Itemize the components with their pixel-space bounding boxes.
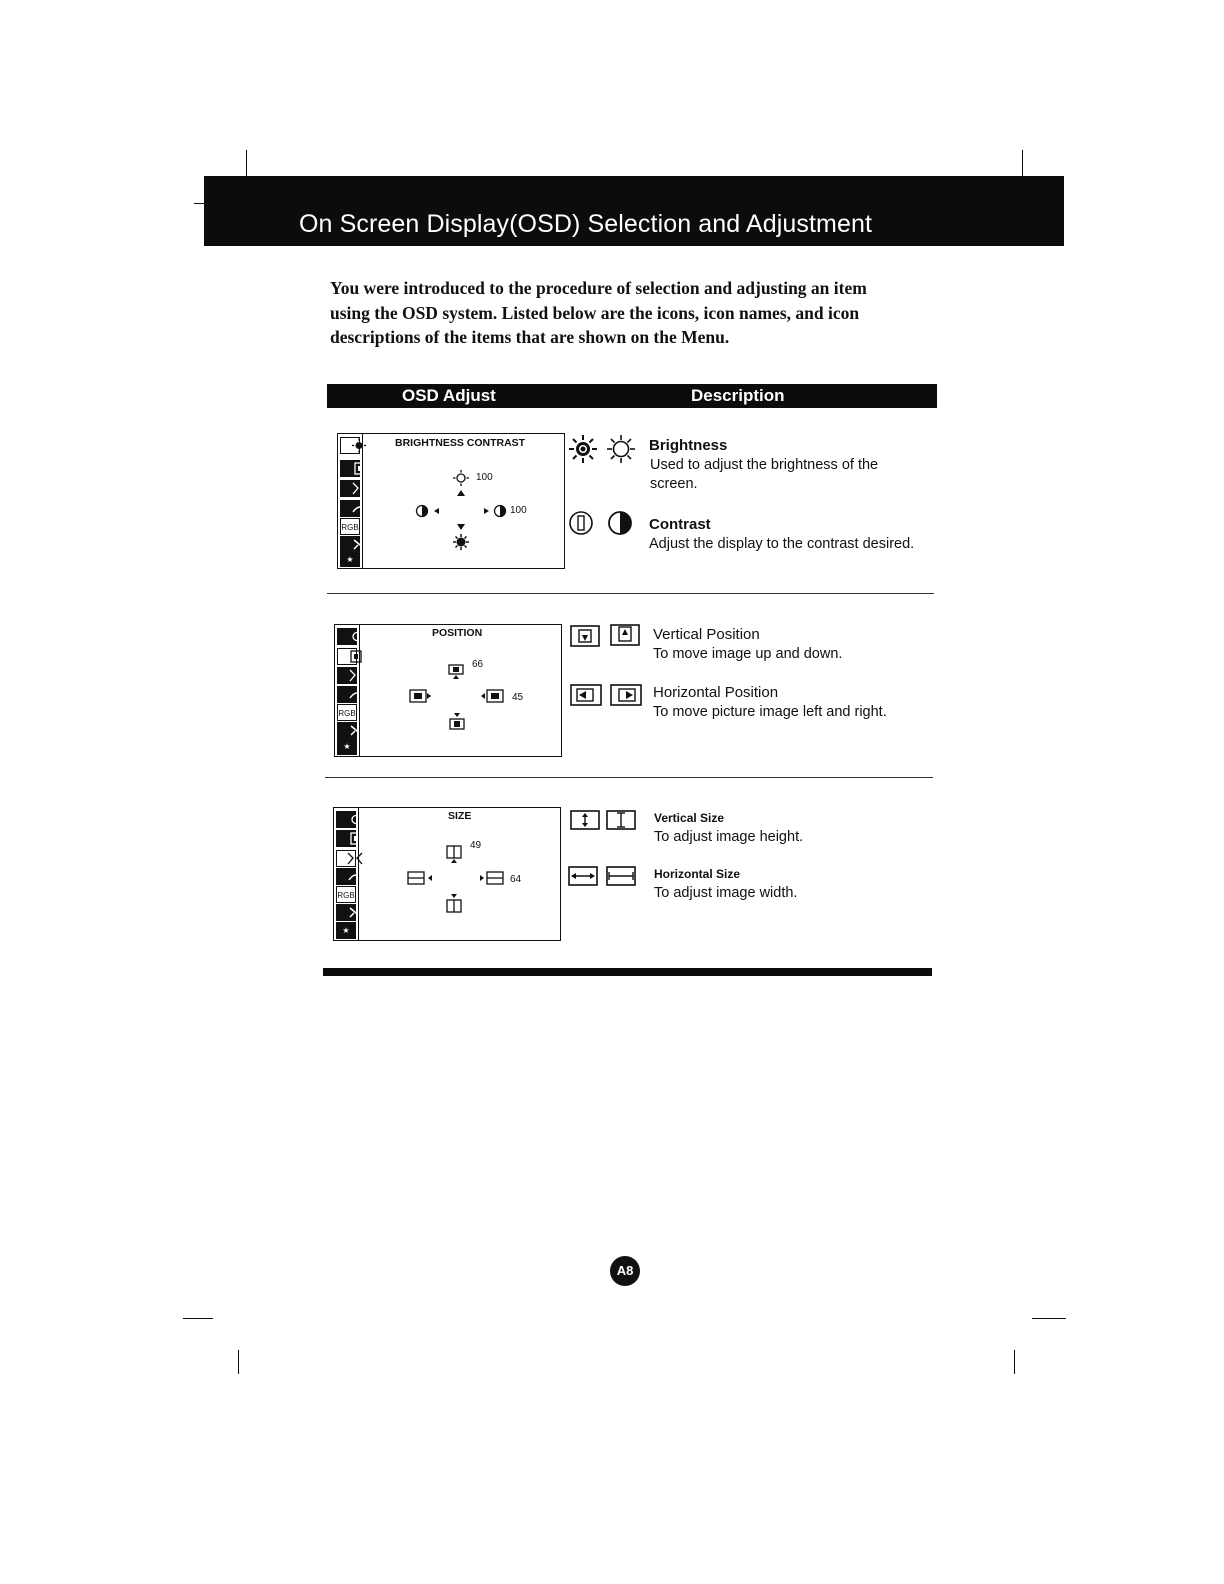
osd-menu-brightness-contrast [337, 433, 565, 569]
crop-mark [1014, 1350, 1015, 1374]
contrast-value: 100 [510, 505, 527, 516]
item-desc-horizontal-position [653, 703, 887, 722]
contrast-filled-icon [607, 510, 633, 536]
brightness-tab-icon [336, 811, 356, 828]
horizontal-size-value: 64 [510, 874, 522, 885]
vertical-size-icon [445, 844, 463, 864]
horizontal-position-left-icon [409, 689, 431, 703]
right-arrow-icon [484, 508, 489, 514]
section-divider [325, 777, 933, 778]
vertical-position-down-icon [448, 711, 466, 731]
intro-line: using the OSD system. Listed below are the icons, icon names, and icon [330, 302, 860, 323]
intro-paragraph [330, 276, 900, 350]
column-header-description: Description [691, 386, 785, 405]
crop-mark [238, 1350, 239, 1374]
brightness-tab-icon [337, 628, 357, 645]
crop-mark [246, 150, 247, 178]
menu-title: POSITION [432, 627, 483, 639]
osd-tab-strip [334, 808, 358, 940]
tab-divider [362, 434, 363, 568]
vertical-size-expand-icon [570, 810, 600, 830]
vertical-position-up-icon [610, 624, 640, 646]
menu-title: BRIGHTNESS CONTRAST [395, 437, 526, 449]
page-header [204, 176, 1064, 246]
brightness-value: 100 [476, 472, 493, 483]
menu-title: SIZE [448, 810, 472, 822]
position-tab-icon [340, 460, 360, 477]
star-tab-icon: ★ [340, 552, 360, 567]
table-header [327, 384, 937, 408]
left-arrow-icon [434, 508, 439, 514]
item-name-horizontal-size: Horizontal Size [654, 867, 741, 881]
setup-tab-icon [340, 536, 360, 553]
contrast-low-icon [415, 504, 429, 518]
item-name-brightness: Brightness [649, 437, 728, 454]
item-desc-horizontal-size [654, 884, 797, 903]
desc-line: Used to adjust the brightness of the [650, 457, 879, 473]
vertical-position-icon [447, 663, 465, 681]
geometry-tab-icon [340, 500, 360, 517]
intro-line: descriptions of the items that are shown on the Menu. [330, 327, 730, 347]
position-tab-icon [337, 648, 357, 665]
horizontal-size-left-icon [407, 871, 433, 885]
item-name-contrast: Contrast [649, 516, 711, 533]
geometry-tab-icon [336, 868, 356, 885]
sun-icon [453, 470, 469, 486]
contrast-high-icon [493, 504, 507, 518]
down-arrow-icon [457, 524, 465, 530]
rgb-tab-icon: RGB [336, 886, 356, 903]
rgb-tab-icon: RGB [340, 518, 360, 535]
vertical-size-down-icon [445, 892, 463, 914]
size-tab-icon [340, 480, 360, 497]
horizontal-size-shrink-icon [606, 866, 636, 886]
setup-tab-icon [337, 722, 357, 739]
item-name-horizontal-position: Horizontal Position [653, 684, 779, 701]
osd-tab-strip [338, 434, 362, 568]
desc-line: To adjust image height. [654, 829, 804, 845]
item-desc-vertical-position [653, 645, 842, 664]
brightness-filled-icon [568, 434, 598, 464]
osd-tab-strip [335, 625, 359, 756]
item-desc-contrast [649, 535, 914, 554]
vertical-position-value: 66 [472, 659, 484, 670]
horizontal-position-value: 45 [512, 692, 524, 703]
desc-line: screen. [650, 476, 698, 492]
desc-line: Adjust the display to the contrast desired. [649, 536, 915, 552]
item-name-vertical-size: Vertical Size [654, 811, 725, 825]
geometry-tab-icon [337, 686, 357, 703]
size-tab-icon [337, 667, 357, 684]
size-tab-icon [336, 850, 356, 867]
item-name-vertical-position: Vertical Position [653, 626, 760, 643]
rgb-tab-icon: RGB [337, 704, 357, 721]
brightness-tab-icon [340, 437, 360, 454]
osd-menu-position [334, 624, 562, 757]
crop-mark [1022, 150, 1023, 178]
up-arrow-icon [457, 490, 465, 496]
star-tab-icon: ★ [336, 922, 356, 939]
contrast-outline-icon [568, 510, 594, 536]
horizontal-position-right-icon [481, 689, 505, 703]
vertical-position-down-icon [570, 625, 600, 647]
tab-divider [358, 808, 359, 940]
desc-line: To move image up and down. [653, 646, 843, 662]
horizontal-size-right-icon [480, 871, 506, 885]
osd-menu-size [333, 807, 561, 941]
tab-divider [359, 625, 360, 756]
star-tab-icon: ★ [337, 739, 357, 755]
brightness-outline-icon [606, 434, 636, 464]
crop-mark [183, 1318, 213, 1319]
section-divider [327, 593, 934, 594]
footer-bar [323, 968, 932, 976]
crop-mark [1032, 1318, 1066, 1319]
page-number: A8 [610, 1256, 640, 1286]
horizontal-position-left-icon [570, 684, 602, 706]
desc-line: To adjust image width. [654, 885, 798, 901]
sun-filled-icon [453, 534, 469, 550]
page-title: On Screen Display(OSD) Selection and Adjustment [299, 210, 873, 238]
column-header-osd-adjust: OSD Adjust [402, 386, 496, 405]
horizontal-size-expand-icon [568, 866, 598, 886]
vertical-size-shrink-icon [606, 810, 636, 830]
intro-line: You were introduced to the procedure of selection and adjusting an item [330, 278, 867, 298]
setup-tab-icon [336, 904, 356, 921]
item-desc-vertical-size [654, 828, 803, 847]
horizontal-position-right-icon [610, 684, 642, 706]
vertical-size-value: 49 [470, 840, 482, 851]
desc-line: To move picture image left and right. [653, 704, 887, 720]
position-tab-icon [336, 830, 356, 847]
item-desc-brightness [650, 456, 878, 494]
